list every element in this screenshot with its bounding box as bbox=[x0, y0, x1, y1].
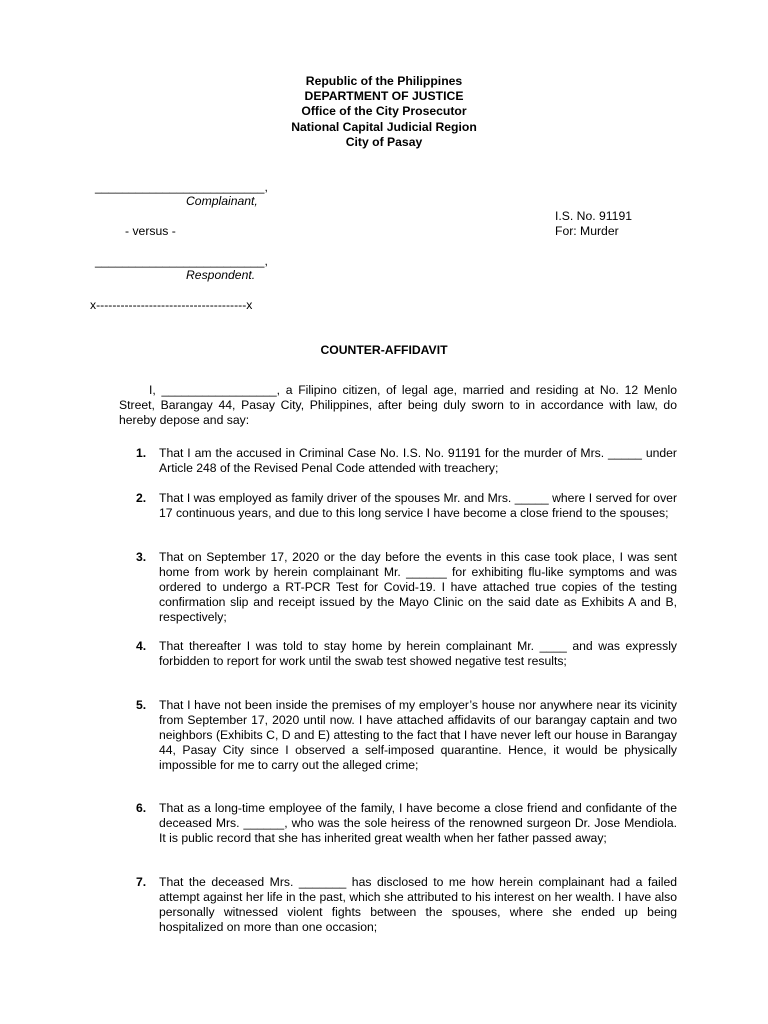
paragraph-number: 2. bbox=[136, 491, 147, 505]
paragraph-number: 6. bbox=[136, 801, 147, 815]
paragraph-number: 4. bbox=[136, 639, 147, 653]
paragraph-text: That thereafter I was told to stay home by herein complainant Mr. ____ and was expressly forbidden to report for work until the swab test showed negative test results; bbox=[159, 639, 677, 668]
paragraph-text: That I was employed as family driver of the spouses Mr. and Mrs. _____ where I served for over 17 continuous years, and due to this long service I have become a close friend to the spouses; bbox=[159, 491, 677, 520]
paragraph-3 bbox=[136, 550, 677, 625]
case-number: I.S. No. 91191 bbox=[555, 209, 633, 223]
caption-separator: x-------------------------------------x bbox=[90, 298, 253, 312]
paragraph-number: 1. bbox=[136, 446, 147, 460]
paragraph-4 bbox=[136, 639, 677, 669]
paragraph-6 bbox=[136, 801, 677, 846]
paragraph-2 bbox=[136, 491, 677, 521]
document-title: COUNTER-AFFIDAVIT bbox=[320, 343, 448, 357]
intro-paragraph: I, _________________, a Filipino citizen, of legal age, married and residing at No. 12 Menlo Street, Barangay 44, Pasay City, Philippines, after being duly sworn to in accordance with law, do hereby depose and say: bbox=[119, 383, 677, 427]
paragraph-text: That on September 17, 2020 or the day before the events in this case took place, I was sent home from work by herein complainant Mr. ______ for exhibiting flu-like symptoms and was ordered to undergo a RT-PCR Test for Covid-19. I have attached true copies of the testing confirmation slip and receipt issued by the Mayo Clinic on the said date as Exhibits A and B, respectively; bbox=[159, 550, 677, 624]
paragraph-text: That the deceased Mrs. _______ has disclosed to me how herein complainant had a failed attempt against her life in the past, which she attributed to his interest on her wealth. I have also personally witnessed violent fights between the spouses, where she ended up being hospitalized on more than one occasion; bbox=[159, 875, 677, 934]
versus-label: - versus - bbox=[125, 224, 176, 238]
paragraph-text: That I am the accused in Criminal Case No. I.S. No. 91191 for the murder of Mrs. _____ under Article 248 of the Revised Penal Code attended with treachery; bbox=[159, 446, 677, 475]
complainant-label: Complainant, bbox=[186, 194, 258, 208]
case-offense: For: Murder bbox=[555, 224, 619, 238]
paragraph-1 bbox=[136, 446, 677, 476]
paragraph-text: That as a long-time employee of the family, I have become a close friend and confidante of the deceased Mrs. ______, who was the sole heiress of the renowned surgeon Dr. Jose Mendiola. It is public record that she has inherited great wealth when her father passed away; bbox=[159, 801, 677, 845]
respondent-label: Respondent. bbox=[186, 268, 256, 282]
header-republic: Republic of the Philippines bbox=[305, 74, 463, 88]
header-region: National Capital Judicial Region bbox=[291, 119, 477, 134]
paragraph-number: 5. bbox=[136, 698, 147, 712]
header-department: DEPARTMENT OF JUSTICE bbox=[304, 89, 464, 104]
paragraph-5 bbox=[136, 698, 677, 773]
paragraph-7 bbox=[136, 875, 677, 935]
header-city: City of Pasay bbox=[345, 134, 423, 149]
respondent-blank: _________________________, bbox=[95, 254, 268, 268]
paragraph-number: 7. bbox=[136, 875, 147, 889]
header-office: Office of the City Prosecutor bbox=[301, 104, 467, 119]
document-header bbox=[0, 74, 768, 150]
paragraph-text: That I have not been inside the premises of my employer’s house nor anywhere near its vicinity from September 17, 2020 until now. I have attached affidavits of our barangay captain and two neighbors (Exhibits C, D and E) attesting to the fact that I have never left our house in Barangay 44, Pasay City since I observed a self-imposed quarantine. Hence, it would be physically impossible for me to carry out the alleged crime; bbox=[159, 698, 677, 772]
complainant-blank: _________________________, bbox=[95, 180, 268, 194]
paragraph-number: 3. bbox=[136, 550, 147, 564]
